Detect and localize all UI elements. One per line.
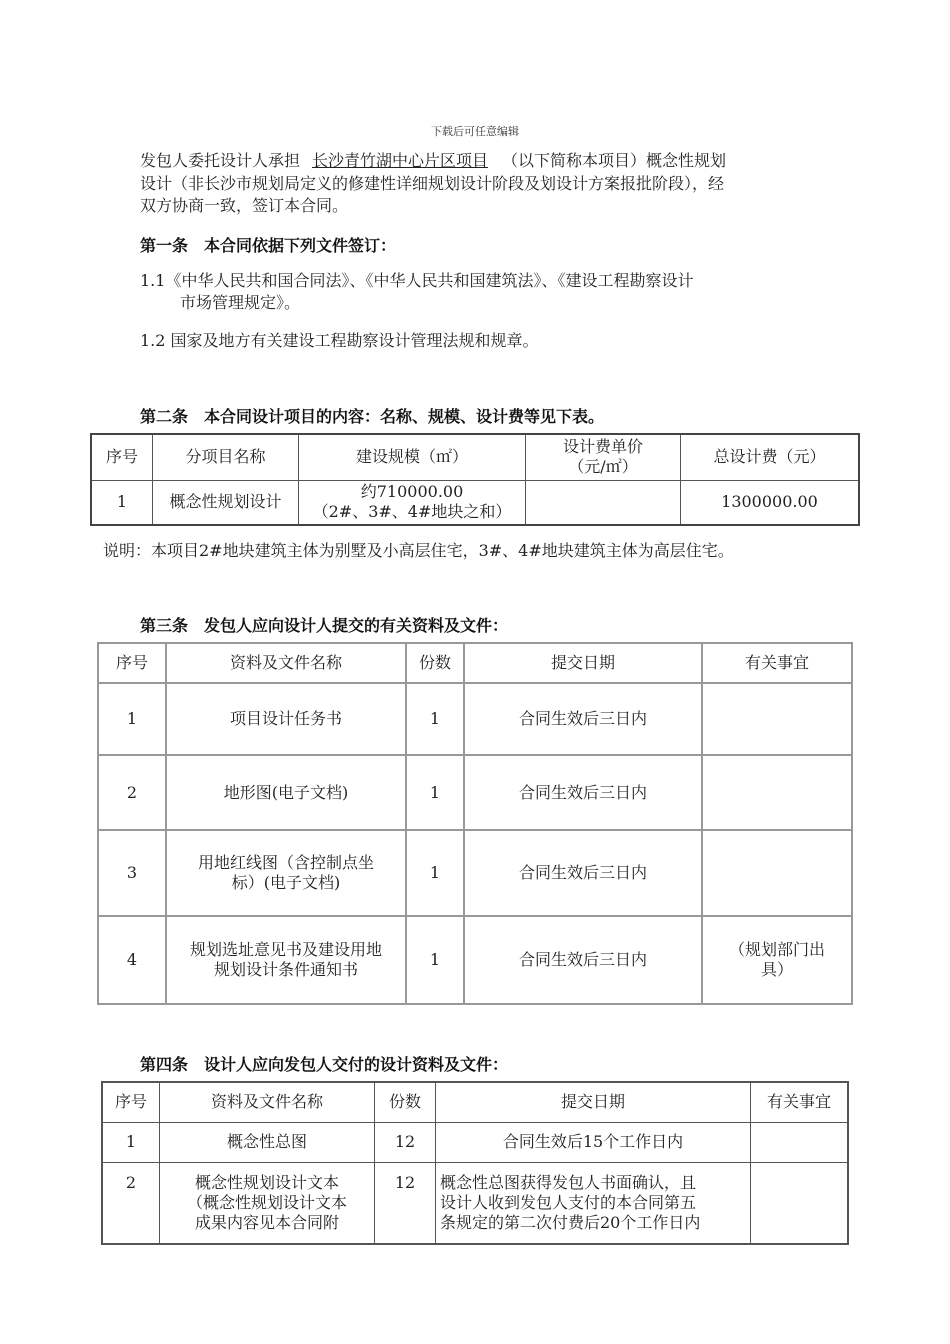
remarks-line: 具） <box>760 960 793 979</box>
intro-line-1 <box>140 150 860 172</box>
cell-copies: 12 <box>375 1162 436 1244</box>
col-header-doc-name: 资料及文件名称 <box>160 1082 375 1122</box>
doc-name-line: 规划设计条件通知书 <box>213 960 358 979</box>
col-header-total: 总设计费（元） <box>681 434 860 480</box>
client-documents-table <box>97 642 853 1005</box>
table-row <box>91 480 859 525</box>
col-header-remarks: 有关事宜 <box>702 643 852 683</box>
cell-no: 3 <box>98 830 166 916</box>
doc-name-line: 标）(电子文档) <box>231 873 341 892</box>
col-header-unit-price <box>526 434 681 480</box>
table-row <box>98 683 852 755</box>
article1-item2: 1.2 国家及地方有关建设工程勘察设计管理法规和规章。 <box>140 331 539 350</box>
cell-copies: 1 <box>406 683 464 755</box>
col-header-no: 序号 <box>102 1082 160 1122</box>
article1-item1-line1: 1.1《中华人民共和国合同法》、《中华人民共和国建筑法》、《建设工程勘察设计 <box>140 271 694 290</box>
design-items-table <box>90 433 860 526</box>
article3-heading: 第三条 发包人应向设计人提交的有关资料及文件： <box>140 616 509 635</box>
table-row <box>98 916 852 1004</box>
date-line: 设计人收到发包人支付的本合同第五 <box>440 1192 697 1212</box>
cell-no: 2 <box>98 755 166 830</box>
cell-remarks <box>702 683 852 755</box>
col-header-name: 分项目名称 <box>153 434 299 480</box>
date-line: 条规定的第二次付费后20个工作日内 <box>440 1212 701 1232</box>
doc-name-line: 概念性规划设计文本 <box>194 1172 339 1192</box>
remarks-line: （规划部门出 <box>728 940 825 959</box>
cell-name: 概念性规划设计 <box>153 480 299 525</box>
col-header-remarks: 有关事宜 <box>751 1082 849 1122</box>
unit-price-unit: （元/㎡） <box>568 457 638 477</box>
col-header-no: 序号 <box>91 434 153 480</box>
cell-copies: 12 <box>375 1122 436 1162</box>
col-header-date: 提交日期 <box>436 1082 751 1122</box>
col-header-no: 序号 <box>98 643 166 683</box>
cell-doc-name <box>166 916 406 1004</box>
scale-note: （2#、3#、4#地块之和） <box>312 502 512 522</box>
unit-price-label: 设计费单价 <box>562 437 643 457</box>
col-header-copies: 份数 <box>375 1082 436 1122</box>
col-header-date: 提交日期 <box>464 643 702 683</box>
cell-date <box>436 1162 751 1244</box>
scale-value: 约710000.00 <box>360 482 464 502</box>
cell-no: 1 <box>98 683 166 755</box>
doc-name-line: 地形图(电子文档) <box>223 782 349 802</box>
cell-date: 合同生效后三日内 <box>464 916 702 1004</box>
table-row <box>102 1122 848 1162</box>
download-note: 下载后可任意编辑 <box>431 125 519 138</box>
deliverables-table <box>101 1081 849 1245</box>
cell-date: 合同生效后三日内 <box>464 683 702 755</box>
table-row <box>102 1162 848 1244</box>
table-row <box>98 755 852 830</box>
article1-heading: 第一条 本合同依据下列文件签订： <box>140 236 397 255</box>
cell-doc-name <box>166 755 406 830</box>
cell-total: 1300000.00 <box>681 480 860 525</box>
cell-unit-price <box>526 480 681 525</box>
doc-name-line: 用地红线图（含控制点坐 <box>197 853 374 872</box>
cell-scale <box>299 480 526 525</box>
col-header-copies: 份数 <box>406 643 464 683</box>
table-header-row <box>98 643 852 683</box>
project-name: 长沙青竹湖中心片区项目 <box>312 151 489 170</box>
cell-date: 合同生效后15个工作日内 <box>436 1122 751 1162</box>
cell-no: 1 <box>102 1122 160 1162</box>
table-header-row <box>102 1082 848 1122</box>
cell-copies: 1 <box>406 755 464 830</box>
cell-no: 2 <box>102 1162 160 1244</box>
intro-line1-suffix: （以下简称本项目）概念性规划 <box>502 151 727 170</box>
doc-name-line: 成果内容见本合同附 <box>194 1212 339 1232</box>
cell-remarks <box>702 830 852 916</box>
col-header-scale: 建设规模（㎡） <box>299 434 526 480</box>
doc-name-line: 规划选址意见书及建设用地 <box>189 940 382 959</box>
date-line: 概念性总图获得发包人书面确认，且 <box>440 1172 697 1192</box>
doc-name-line: （概念性规划设计文本 <box>186 1192 347 1212</box>
cell-remarks <box>751 1122 849 1162</box>
article2-heading: 第二条 本合同设计项目的内容：名称、规模、设计费等见下表。 <box>140 407 605 426</box>
intro-line-3: 双方协商一致，签订本合同。 <box>140 196 349 215</box>
col-header-doc-name: 资料及文件名称 <box>166 643 406 683</box>
cell-copies: 1 <box>406 830 464 916</box>
article2-note: 说明：本项目2#地块建筑主体为别墅及小高层住宅，3#、4#地块建筑主体为高层住宅。 <box>103 541 734 560</box>
doc-name-line: 项目设计任务书 <box>229 709 342 728</box>
table-row <box>98 830 852 916</box>
cell-doc-name: 概念性总图 <box>160 1122 375 1162</box>
cell-doc-name <box>166 830 406 916</box>
cell-date: 合同生效后三日内 <box>464 830 702 916</box>
table-header-row <box>91 434 859 480</box>
cell-date: 合同生效后三日内 <box>464 755 702 830</box>
cell-no: 1 <box>91 480 153 525</box>
cell-remarks <box>702 916 852 1004</box>
cell-no: 4 <box>98 916 166 1004</box>
cell-remarks <box>702 755 852 830</box>
cell-doc-name <box>166 683 406 755</box>
cell-doc-name <box>160 1162 375 1244</box>
article1-item1-line2: 市场管理规定》。 <box>180 293 301 312</box>
article4-heading: 第四条 设计人应向发包人交付的设计资料及文件： <box>140 1055 509 1074</box>
cell-remarks <box>751 1162 849 1244</box>
cell-copies: 1 <box>406 916 464 1004</box>
intro-line-2: 设计（非长沙市规划局定义的修建性详细规划设计阶段及划设计方案报批阶段），经 <box>140 174 725 193</box>
intro-prefix: 发包人委托设计人承担 <box>140 151 301 170</box>
